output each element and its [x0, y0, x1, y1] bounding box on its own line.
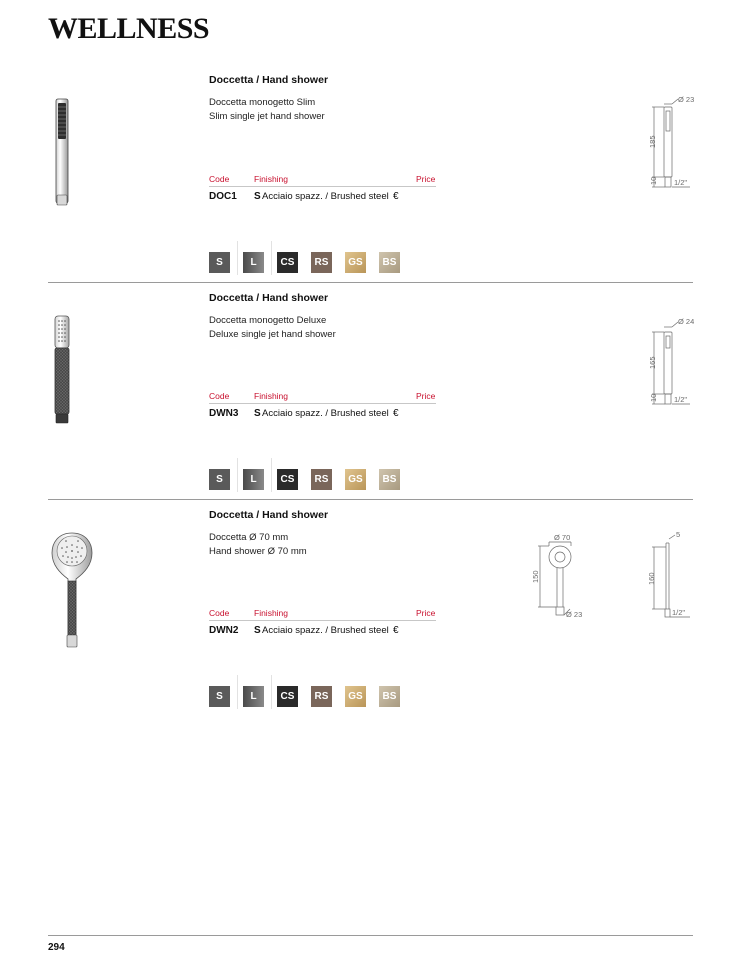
- finish-code: S: [254, 625, 261, 636]
- description-english: Deluxe single jet hand shower: [209, 328, 336, 340]
- section-divider: [48, 282, 693, 283]
- swatch-l: L: [243, 469, 264, 490]
- swatch-divider: [237, 241, 238, 275]
- code-header: Code: [209, 174, 230, 184]
- swatch-rs: RS: [311, 469, 332, 490]
- swatch-rs: RS: [311, 252, 332, 273]
- swatch-divider: [271, 241, 272, 275]
- product-code: DWN3: [209, 408, 239, 419]
- dim-base: 10: [649, 176, 658, 185]
- swatch-bs: BS: [379, 686, 400, 707]
- price-header: Price: [416, 174, 436, 184]
- dim-length-front: 150: [531, 570, 540, 583]
- swatch-gs: GS: [345, 686, 366, 707]
- dim-thread: 1/2": [674, 178, 688, 187]
- product-heading: Doccetta / Hand shower: [209, 509, 329, 521]
- price-value: €: [393, 625, 399, 636]
- code-header: Code: [209, 608, 230, 618]
- swatch-divider: [271, 458, 272, 492]
- swatch-cs: CS: [277, 252, 298, 273]
- technical-drawing: [640, 312, 694, 408]
- header-divider: [209, 403, 436, 404]
- finish-name: Acciaio spazz. / Brushed steel: [262, 625, 389, 636]
- finish-code: S: [254, 408, 261, 419]
- dim-length-side: 160: [647, 572, 656, 585]
- description-italian: Doccetta monogetto Deluxe: [209, 315, 327, 326]
- code-table: [209, 608, 436, 640]
- code-table: [209, 174, 436, 206]
- technical-drawing: [640, 95, 694, 191]
- round-hand-shower-image: [50, 531, 94, 649]
- code-table: [209, 391, 436, 423]
- finish-swatches: [209, 675, 409, 709]
- product-description: [209, 96, 325, 123]
- dim-length: 165: [648, 356, 657, 369]
- dim-base: 10: [649, 393, 658, 402]
- dim-diameter: Ø 23: [678, 95, 694, 104]
- swatch-divider: [237, 675, 238, 709]
- description-italian: Doccetta Ø 70 mm: [209, 532, 289, 543]
- finishing-header: Finishing: [254, 391, 289, 401]
- swatch-bs: BS: [379, 469, 400, 490]
- header-divider: [209, 620, 436, 621]
- description-english: Hand shower Ø 70 mm: [209, 545, 307, 557]
- price-value: €: [393, 408, 399, 419]
- finish-name: Acciaio spazz. / Brushed steel: [262, 408, 389, 419]
- dim-handle-diameter: Ø 23: [566, 610, 583, 619]
- price-header: Price: [416, 391, 436, 401]
- technical-drawing-front: [526, 529, 590, 623]
- swatch-divider: [237, 458, 238, 492]
- dim-length: 185: [648, 135, 657, 148]
- swatch-rs: RS: [311, 686, 332, 707]
- header-divider: [209, 186, 436, 187]
- dim-diameter: Ø 24: [678, 317, 694, 326]
- product-section: [48, 282, 693, 500]
- product-heading: Doccetta / Hand shower: [209, 292, 329, 304]
- dim-head-diameter: Ø 70: [554, 533, 571, 542]
- product-code: DOC1: [209, 191, 237, 202]
- finishing-header: Finishing: [254, 608, 289, 618]
- section-divider: [48, 499, 693, 500]
- brand-title: WELLNESS: [48, 12, 210, 45]
- technical-drawing-side: [640, 529, 694, 623]
- swatch-s: S: [209, 469, 230, 490]
- swatch-cs: CS: [277, 686, 298, 707]
- dim-thread: 1/2": [672, 608, 686, 617]
- swatch-cs: CS: [277, 469, 298, 490]
- swatch-s: S: [209, 252, 230, 273]
- page-number: 294: [48, 942, 65, 953]
- deluxe-hand-shower-image: [49, 315, 75, 425]
- finishing-header: Finishing: [254, 174, 289, 184]
- finish-name: Acciaio spazz. / Brushed steel: [262, 191, 389, 202]
- price-value: €: [393, 191, 399, 202]
- description-italian: Doccetta monogetto Slim: [209, 97, 316, 108]
- swatch-bs: BS: [379, 252, 400, 273]
- product-code: DWN2: [209, 625, 239, 636]
- slim-hand-shower-image: [50, 98, 74, 208]
- swatch-s: S: [209, 686, 230, 707]
- swatch-gs: GS: [345, 469, 366, 490]
- swatch-l: L: [243, 252, 264, 273]
- footer-divider: [48, 935, 693, 936]
- dim-head-depth: 5: [676, 530, 681, 539]
- swatch-gs: GS: [345, 252, 366, 273]
- dim-thread: 1/2": [674, 395, 688, 404]
- description-english: Slim single jet hand shower: [209, 110, 325, 122]
- finish-code: S: [254, 191, 261, 202]
- finish-swatches: [209, 241, 409, 275]
- product-description: [209, 314, 336, 341]
- price-header: Price: [416, 608, 436, 618]
- finish-swatches: [209, 458, 409, 492]
- product-section: [48, 499, 693, 717]
- swatch-divider: [271, 675, 272, 709]
- swatch-l: L: [243, 686, 264, 707]
- code-header: Code: [209, 391, 230, 401]
- product-heading: Doccetta / Hand shower: [209, 74, 329, 86]
- product-description: [209, 531, 307, 558]
- product-section: [48, 65, 693, 283]
